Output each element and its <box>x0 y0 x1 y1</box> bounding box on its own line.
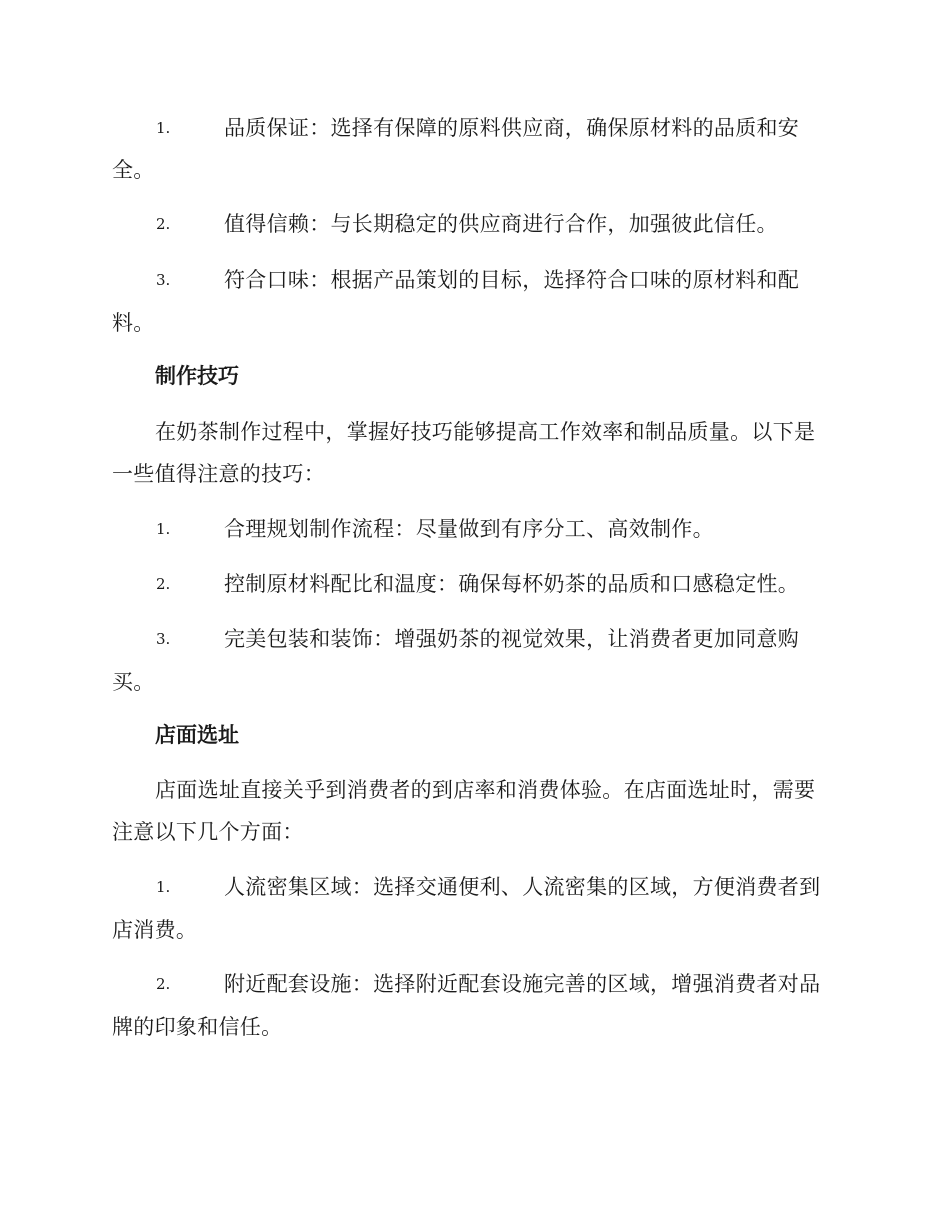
list-item-text: 完美包装和装饰：增强奶茶的视觉效果，让消费者更加同意购 <box>224 627 800 651</box>
list-number: 1. <box>156 119 171 137</box>
list-item-text: 品质保证：选择有保障的原料供应商，确保原材料的品质和安 <box>224 116 800 140</box>
list-number: 2. <box>156 975 171 993</box>
list-item-text: 控制原材料配比和温度：确保每杯奶茶的品质和口感稳定性。 <box>224 572 800 596</box>
list-number: 2. <box>156 575 171 593</box>
paragraph-location-continuation: 注意以下几个方面： <box>112 820 304 844</box>
list-item-text: 符合口味：根据产品策划的目标，选择符合口味的原材料和配 <box>224 268 800 292</box>
list-item-text: 值得信赖：与长期稳定的供应商进行合作，加强彼此信任。 <box>224 212 778 236</box>
list-number: 3. <box>156 630 171 648</box>
list-item-text-continuation: 全。 <box>112 158 155 182</box>
list-item-text: 人流密集区域：选择交通便利、人流密集的区域，方便消费者到 <box>224 875 821 899</box>
list-item-text: 合理规划制作流程：尽量做到有序分工、高效制作。 <box>224 517 714 541</box>
paragraph-craft-continuation: 一些值得注意的技巧： <box>112 462 325 486</box>
list-item-text-continuation: 料。 <box>112 311 155 335</box>
section-heading-craft: 制作技巧 <box>155 364 239 388</box>
list-number: 1. <box>156 520 171 538</box>
list-number: 2. <box>156 215 171 233</box>
paragraph-craft: 在奶茶制作过程中，掌握好技巧能够提高工作效率和制品质量。以下是 <box>155 420 816 444</box>
list-item-text-continuation: 店消费。 <box>112 918 198 942</box>
list-number: 1. <box>156 878 171 896</box>
list-item-text-continuation: 买。 <box>112 670 155 694</box>
list-number: 3. <box>156 271 171 289</box>
section-heading-location: 店面选址 <box>155 723 239 747</box>
list-item-text: 附近配套设施：选择附近配套设施完善的区域，增强消费者对品 <box>224 972 821 996</box>
paragraph-location: 店面选址直接关乎到消费者的到店率和消费体验。在店面选址时，需要 <box>155 778 816 802</box>
list-item-text-continuation: 牌的印象和信任。 <box>112 1015 283 1039</box>
